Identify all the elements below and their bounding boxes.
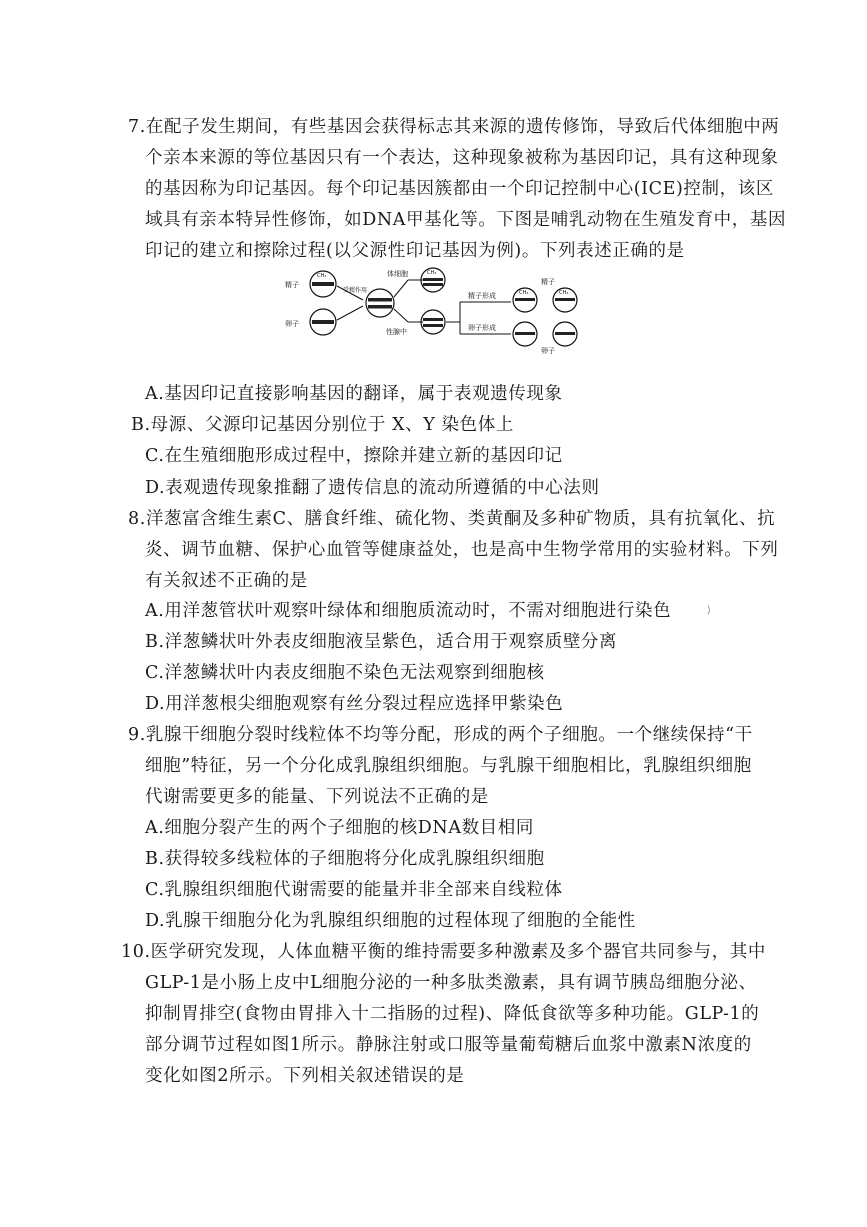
q9-option-c: C.乳腺组织细胞代谢需要的能量并非全部来自线粒体 (145, 880, 563, 900)
q8-option-b: B.洋葱鳞状叶外表皮细胞液呈紫色，适合用于观察质壁分离 (145, 632, 618, 652)
svg-text:CH₃: CH₃ (317, 273, 327, 279)
svg-text:CH₃: CH₃ (559, 290, 569, 296)
q7-option-b: B.母源、父源印记基因分别位于 X、Y 染色体上 (131, 415, 514, 435)
q10-stem-line-1: 10.医学研究发现，人体血糖平衡的维持需要多种激素及多个器官共同参与，其中 (121, 942, 767, 962)
label-egg-formation: 卵子形成 (468, 324, 496, 332)
q8-stem-line-2: 炎、调节血糖、保护心血管等健康益处，也是高中生物学常用的实验材料。下列 (145, 540, 779, 560)
q9-option-b: B.获得较多线粒体的子细胞将分化成乳腺组织细胞 (145, 849, 545, 869)
q8-stem-line-1: 8.洋葱富含维生素C、膳食纤维、硫化物、类黄酮及多种矿物质，具有抗氧化、抗 (128, 509, 776, 529)
q10-stem-line-3: 抑制胃排空(食物由胃排入十二指肠的过程)、降低食欲等多种功能。GLP-1的 (145, 1004, 760, 1024)
label-sperm: 精子 (285, 281, 299, 289)
q7-option-c: C.在生殖细胞形成过程中，擦除并建立新的基因印记 (145, 446, 563, 466)
q8-option-d: D.用洋葱根尖细胞观察有丝分裂过程应选择甲紫染色 (145, 694, 564, 714)
q7-stem-line-1: 7.在配子发生期间，有些基因会获得标志其来源的遗传修饰，导致后代体细胞中两 (128, 117, 780, 137)
genomic-imprinting-diagram (283, 262, 593, 354)
svg-text:CH₃: CH₃ (427, 270, 437, 276)
q10-stem-line-4: 部分调节过程如图1所示。静脉注射或口服等量葡萄糖后血浆中激素N浓度的 (145, 1035, 752, 1055)
q8-option-c: C.洋葱鳞状叶内表皮细胞不染色无法观察到细胞核 (145, 663, 545, 683)
q9-stem-line-2: 细胞”特征，另一个分化成乳腺组织细胞。与乳腺干细胞相比，乳腺组织细胞 (145, 756, 752, 776)
q8-stem-line-3: 有关叙述不正确的是 (145, 571, 308, 591)
q10-stem-line-5: 变化如图2所示。下列相关叙述错误的是 (145, 1066, 465, 1086)
label-fertilization: 受精作用 (343, 287, 368, 294)
q9-option-d: D.乳腺干细胞分化为乳腺组织细胞的过程体现了细胞的全能性 (145, 911, 636, 931)
q9-option-a: A.细胞分裂产生的两个子细胞的核DNA数目相同 (145, 818, 534, 838)
q7-stem-line-5: 印记的建立和擦除过程(以父源性印记基因为例)。下列表述正确的是 (145, 241, 685, 261)
label-egg: 卵子 (285, 320, 299, 328)
q9-stem-line-3: 代谢需要更多的能量、下列说法不正确的是 (145, 787, 489, 807)
q7-stem-line-3: 的基因称为印记基因。每个印记基因簇都由一个印记控制中心(ICE)控制，该区 (145, 179, 774, 199)
label-egg-output: 卵子 (541, 347, 555, 354)
label-sperm-formation: 精子形成 (468, 292, 496, 300)
q7-stem-line-4: 域具有亲本特异性修饰，如DNA甲基化等。下图是哺乳动物在生殖发育中，基因 (145, 210, 787, 230)
label-sperm-output: 精子 (541, 278, 555, 286)
svg-text:CH₃: CH₃ (519, 290, 529, 296)
q8-option-a: A.用洋葱管状叶观察叶绿体和细胞质流动时，不需对细胞进行染色 (145, 601, 672, 621)
q9-stem-line-1: 9.乳腺干细胞分裂时线粒体不均等分配，形成的两个子细胞。一个继续保持“干 (128, 725, 753, 745)
q10-stem-line-2: GLP-1是小肠上皮中L细胞分泌的一种多肽类激素，具有调节胰岛细胞分泌、 (145, 973, 757, 993)
q7-option-a: A.基因印记直接影响基因的翻译，属于表观遗传现象 (145, 384, 563, 404)
label-gonad: 性腺中 (386, 328, 407, 336)
label-somatic: 体细胞 (387, 270, 408, 278)
stray-mark: ⟩ (707, 605, 711, 616)
q7-option-d: D.表观遗传现象推翻了遗传信息的流动所遵循的中心法则 (145, 478, 600, 498)
q7-stem-line-2: 个亲本来源的等位基因只有一个表达，这种现象被称为基因印记，具有这种现象 (145, 148, 779, 168)
